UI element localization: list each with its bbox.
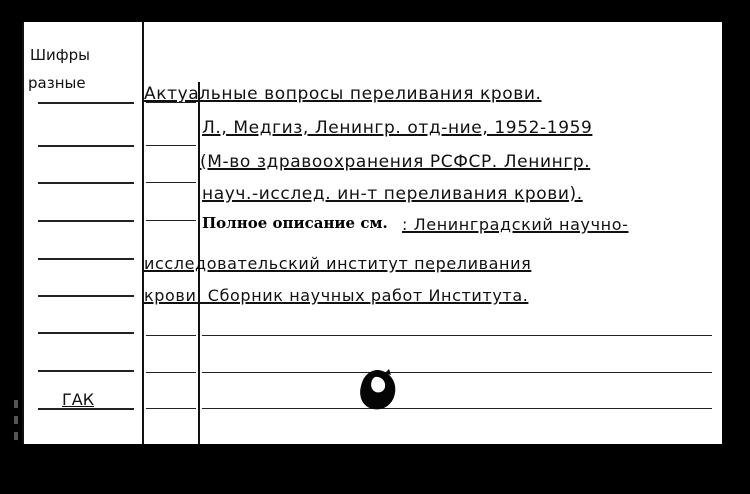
title-line-1: Актуальные вопросы переливания крови.: [144, 84, 542, 104]
cipher-label-line2: разные: [28, 74, 86, 92]
text-rule: [146, 372, 196, 373]
text-rule: [146, 182, 196, 183]
text-rule: [202, 372, 712, 373]
cipher-rule: [38, 182, 134, 184]
ink-blot: [355, 367, 401, 413]
reference-line-2: исследовательский институт переливания: [144, 254, 532, 273]
text-rule: [146, 335, 196, 336]
scan-edge-mark: [14, 432, 18, 440]
text-rule: [202, 408, 712, 409]
cipher-rule: [38, 102, 134, 104]
cipher-rule: [38, 370, 134, 372]
typed-reference-label: Полное описание см.: [202, 214, 388, 232]
cipher-column-left-border: [22, 22, 24, 444]
cipher-rule: [38, 220, 134, 222]
text-rule: [146, 145, 196, 146]
cipher-rule: [38, 145, 134, 147]
text-rule: [146, 408, 196, 409]
cipher-rule: [38, 258, 134, 260]
scan-edge-mark: [14, 400, 18, 408]
title-line-3: (М-во здравоохранения РСФСР. Ленингр.: [200, 152, 591, 172]
cipher-rule: [38, 295, 134, 297]
catalog-card: [22, 22, 722, 444]
text-rule: [146, 220, 196, 221]
cipher-rule: [38, 332, 134, 334]
scan-edge-mark: [14, 416, 18, 424]
title-line-4: науч.-исслед. ин-т переливания крови).: [202, 184, 583, 204]
text-rule: [202, 335, 712, 336]
reference-line-1-tail: : Ленинградский научно-: [402, 215, 629, 234]
archive-code: ГАК: [62, 390, 95, 409]
cipher-label-line1: Шифры: [30, 46, 90, 64]
title-line-2: Л., Медгиз, Ленингр. отд-ние, 1952-1959: [202, 118, 593, 138]
reference-line-3: крови. Сборник научных работ Института.: [144, 286, 529, 305]
